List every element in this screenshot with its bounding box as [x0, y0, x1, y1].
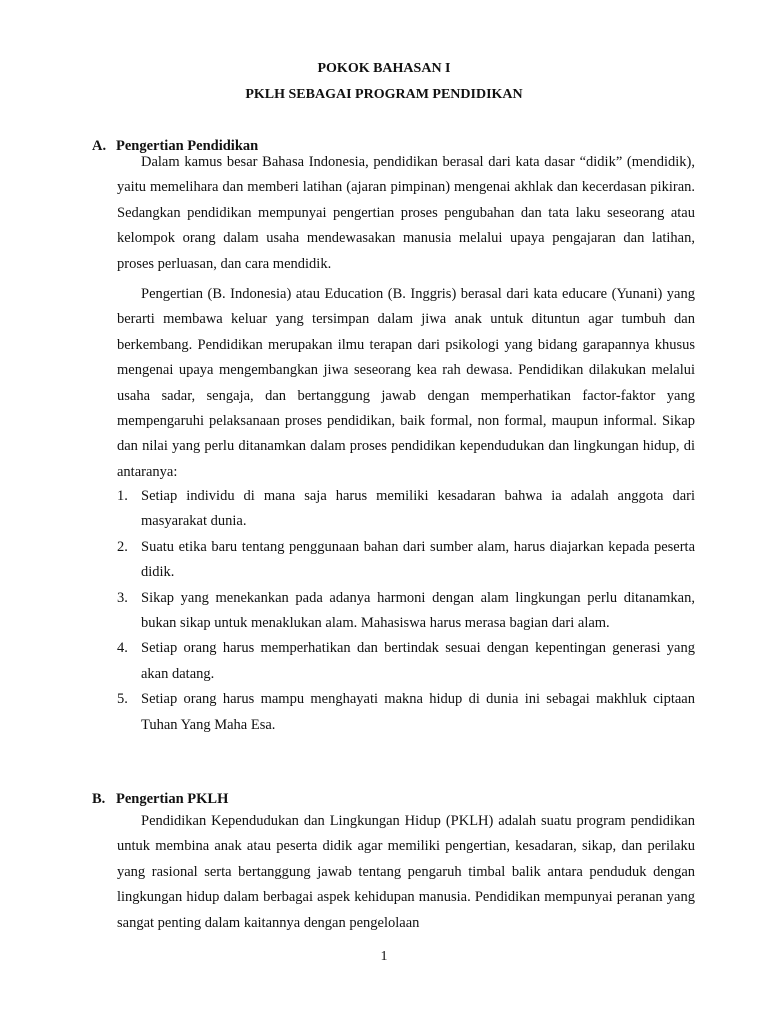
document-title: POKOK BAHASAN I [317, 61, 451, 76]
list-item [117, 687, 695, 738]
list-item-number: 4. [117, 640, 128, 657]
section-b-letter: B. [92, 791, 106, 807]
list-item-number: 3. [117, 589, 128, 606]
page-number: 1 [380, 949, 388, 964]
values-list [117, 484, 695, 738]
section-b-paragraph-1: Pendidikan Kependudukan dan Lingkungan Hidup (PKLH) adalah suatu program pendidikan untuk membina anak atau peserta didik agar memiliki pengertian, kesadaran, sikap, dan perilaku yang rasional serta bertanggung jawab tentang pengaruh timbal balik antara penduduk dengan lingkungan hidup dalam berbagai aspek kehidupan manusia. Pendidikan mempunyai peranan yang sangat penting dalam kaitannya dengan pengelolaan [117, 813, 695, 931]
list-item-number: 1. [117, 488, 128, 504]
list-item [117, 636, 695, 687]
list-item-text: Setiap orang harus mampu menghayati makna hidup di dunia ini sebagai makhluk ciptaan Tuhan Yang Maha Esa. [141, 691, 695, 733]
section-a-title: Pengertian Pendidikan [116, 138, 259, 154]
list-item-text: Suatu etika baru tentang penggunaan bahan dari sumber alam, harus diajarkan kepada peserta didik. [141, 538, 695, 581]
section-a-paragraph-1: Dalam kamus besar Bahasa Indonesia, pendidikan berasal dari kata dasar “didik” (mendidik), yaitu memelihara dan memberi latihan (ajaran pimpinan) mengenai akhlak dan kecerdasan pikiran. Sedangkan pendidikan mempunyai pengertian proses pengubahan dan tata laku seseorang atau kelompok orang dalam usaha mendewasakan manusia melalui upaya pengajaran dan latihan, proses perluasan, dan cara mendidik. [117, 154, 695, 272]
document-subtitle: PKLH SEBAGAI PROGRAM PENDIDIKAN [245, 87, 523, 102]
section-a-letter: A. [92, 138, 107, 154]
list-item-number: 5. [117, 691, 128, 708]
list-item-text: Sikap yang menekankan pada adanya harmoni dengan alam lingkungan perlu ditanamkan, bukan sikap untuk menaklukan alam. Mahasiswa harus merasa bagian dari alam. [141, 589, 695, 632]
list-item-number: 2. [117, 538, 128, 555]
section-b-title: Pengertian PKLH [116, 791, 229, 807]
list-item [117, 535, 695, 586]
list-item-text: Setiap individu di mana saja harus memiliki kesadaran bahwa ia adalah anggota dari masyarakat dunia. [141, 488, 695, 530]
list-item-text: Setiap orang harus memperhatikan dan bertindak sesuai dengan kepentingan generasi yang akan datang. [141, 640, 695, 682]
section-a-paragraph-2: Pengertian (B. Indonesia) atau Education (B. Inggris) berasal dari kata educare (Yunani) yang berarti membawa keluar yang tersimpan dalam jiwa anak untuk dituntun agar tumbuh dan berkembang. Pendidikan merupakan ilmu terapan dari psikologi yang bidang garapannya khusus mengenai upaya mengembangkan jiwa seseorang kea rah dewasa. Pendidikan dilakukan melalui usaha sadar, sengaja, dan bertanggung jawab dengan memperhatikan factor-faktor yang mempengaruhi pelaksanaan proses pendidikan, baik formal, non formal, maupun informal. Sikap dan nilai yang perlu ditanamkan dalam proses pendidikan kependudukan dan lingkungan hidup, di antaranya: [117, 286, 695, 480]
list-item [117, 484, 695, 535]
list-item [117, 586, 695, 637]
section-b-heading [92, 789, 228, 809]
